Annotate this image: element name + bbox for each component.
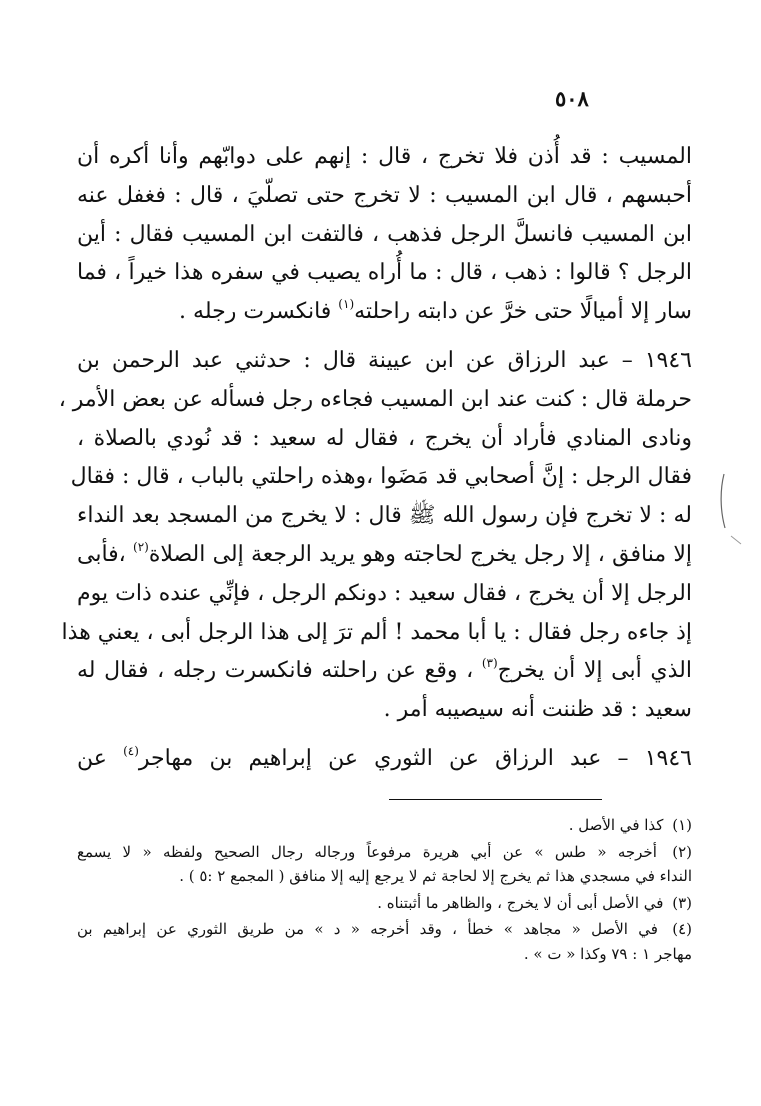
footnote-3 bbox=[77, 891, 692, 916]
footnote-4 bbox=[77, 917, 692, 966]
paragraph-1 bbox=[77, 138, 692, 332]
footnote-1 bbox=[77, 813, 692, 838]
footnote-text: في الأصل أبى أن لا يخرج ، والظاهر ما أثبتناه . bbox=[377, 893, 664, 912]
footnote-divider bbox=[389, 799, 602, 800]
text-line: فقال الرجل : إنَّ أصحابي قد مَضَوا ،وهذه راحلتي بالباب ، قال : فقال bbox=[70, 464, 692, 490]
footnotes bbox=[77, 813, 692, 969]
text-line bbox=[77, 293, 692, 332]
footnote-line bbox=[77, 840, 692, 865]
footnote-ref: (٣) bbox=[481, 656, 498, 671]
text-line bbox=[77, 652, 692, 691]
footnote-line bbox=[77, 813, 692, 838]
footnote-text: كذا في الأصل . bbox=[568, 816, 664, 834]
footnote-2 bbox=[77, 840, 692, 889]
text-line: سعيد : قد ظننت أنه سيصيبه أمر . bbox=[383, 697, 692, 723]
text-line bbox=[77, 740, 692, 779]
text-fragment: إلا منافق ، إلا رجل يخرج لحاجته وهو يريد الرجعة إلى الصلاة bbox=[148, 541, 692, 567]
footnote-line bbox=[77, 891, 692, 916]
text-line bbox=[77, 536, 692, 575]
footnote-line: النداء في مسجدي هذا ثم يخرج إلا لحاجة ثم لا يرجع إليه إلا منافق ( المجمع ٢ :٥ ) . bbox=[179, 867, 692, 886]
text-fragment: الذي أبى إلا أن يخرج bbox=[497, 658, 692, 684]
text-line: ابن المسيب فانسلَّ الرجل فذهب ، فالتفت ابن المسيب فقال : أين bbox=[77, 221, 692, 247]
text-line: الرجل ؟ قالوا : ذهب ، قال : ما أُراه يصيب في سفره هذا خيراً ، فما bbox=[77, 260, 692, 286]
footnote-ref: (٢) bbox=[133, 539, 149, 554]
text-fragment: ، وقع عن راحلته فانكسرت رجله ، فقال له bbox=[77, 658, 482, 684]
text-line: ونادى المنادي فأراد أن يخرج ، فقال له سعيد : قد نُودي بالصلاة ، bbox=[77, 425, 692, 451]
footnote-number: (١) bbox=[672, 816, 692, 834]
page-number: ٥٠٨ bbox=[555, 86, 589, 111]
footnote-number: (٣) bbox=[672, 893, 692, 912]
footnote-text: أخرجه « طس » عن أبي هريرة مرفوعاً ورجاله رجال الصحيح ولفظه « لا يسمع bbox=[77, 842, 657, 861]
footnote-number: (٢) bbox=[672, 842, 692, 861]
text-fragment: فانكسرت رجله . bbox=[179, 299, 339, 325]
text-fragment: سار إلا أميالًا حتى خرَّ عن دابته راحلته bbox=[354, 299, 692, 325]
footnote-line bbox=[77, 917, 692, 942]
footnote-line: مهاجر ١ : ٧٩ وكذا « ت » . bbox=[523, 944, 692, 963]
text-line: المسيب : قد أُذن فلا تخرج ، قال : إنهم على دوابّهم وأنا أكره أن bbox=[77, 144, 692, 169]
footnote-ref: (١) bbox=[338, 297, 355, 312]
text-line: حرملة قال : كنت عند ابن المسيب فجاءه رجل فسأله عن بعض الأمر ، bbox=[58, 386, 692, 412]
text-line: ١٩٤٦ – عبد الرزاق عن ابن عيينة قال : حدثني عبد الرحمن بن bbox=[77, 347, 692, 373]
text-line: إذ جاءه رجل فقال : يا أبا محمد ! ألم ترَ إلى هذا الرجل أبى ، يعني هذا bbox=[61, 619, 692, 645]
footnote-number: (٤) bbox=[672, 920, 692, 939]
paragraph-2 bbox=[58, 342, 692, 730]
text-fragment: ،فأبى bbox=[77, 541, 133, 567]
footnote-text: في الأصل « مجاهد » خطأ ، وقد أخرجه « د » من طريق الثوري عن إبراهيم بن bbox=[77, 920, 658, 939]
text-line: أحبسهم ، قال ابن المسيب : لا تخرج حتى تصلّيَ ، قال : فغفل عنه bbox=[77, 182, 692, 208]
text-line: الرجل إلا أن يخرج ، فقال سعيد : دونكم الرجل ، فإنِّي عنده ذات يوم bbox=[77, 580, 692, 606]
text-fragment: ١٩٤٦ – عبد الرزاق عن الثوري عن إبراهيم بن مهاجر bbox=[138, 745, 692, 771]
footnote-ref: (٤) bbox=[123, 743, 139, 758]
paragraph-3 bbox=[77, 740, 692, 779]
text-fragment: عن bbox=[77, 745, 124, 771]
margin-pencil-mark bbox=[717, 470, 747, 550]
main-text bbox=[58, 138, 692, 779]
text-line: له : لا تخرج فإن رسول الله ﷺ قال : لا يخرج من المسجد بعد النداء bbox=[77, 503, 692, 529]
